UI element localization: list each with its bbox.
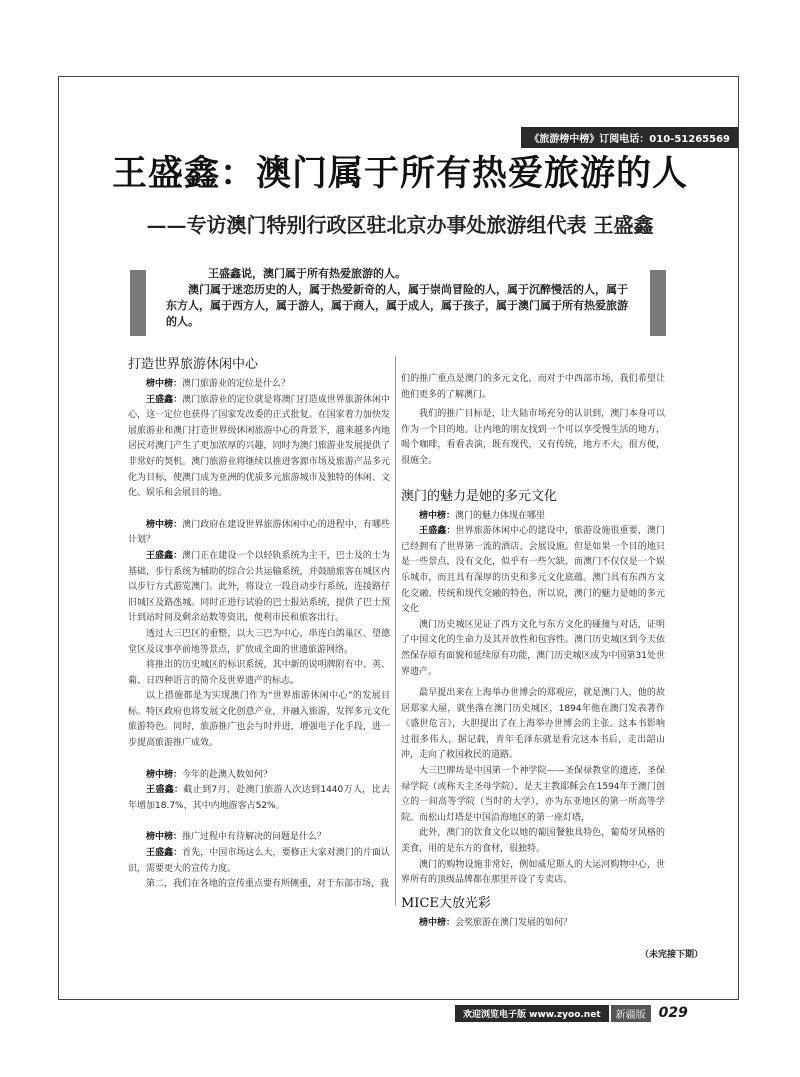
section-heading-1: 打造世界旅游休闲中心 [128,357,259,372]
paragraph: 透过大三巴区的重整，以大三巴为中心，串连白鸽巢区、望德堂区及议事亭前地等景点，扩放成全面的世遗旅游网络。 [128,628,390,655]
paragraph: 将推出的历史城区的标识系统，其中新的说明牌附有中、英、葡、日四种语言的简介及世界遗产的标志。 [128,660,390,686]
answer: 王盛鑫：澳门正在建设一个以轻轨系统为主干，巴士及的士为基础，步行系统为辅助的综合公共运输系统，并鼓励旅客在城区内以步行方式游览澳门。此外，将设立一段自动步行系统，连接路仔旧城区及路氹城。同时正进行试验的巴士报站系统，提供了巴士预计到站时间及剩余站数等资讯，便利市民和旅客出行。 [128,550,390,624]
paragraph: 们的推广重点是澳门的多元文化，而对于中西部市场，我们希望让他们更多的了解澳门。 [401,374,665,400]
lead-paragraph-1: 王盛鑫说，澳门属于所有热爱旅游的人。 [208,267,406,280]
question: 榜中榜：澳门的魅力体现在哪里 [419,510,546,521]
section-heading-2: 澳门的魅力是她的多元文化 [401,488,558,504]
paragraph: 澳门的购物设施非常好，例如威尼斯人的大运河购物中心，世界所有的顶级品牌都在那里开设了专卖店。 [401,859,665,886]
answer: 王盛鑫：截止到7月，赴澳门旅游人次达到1440万人，比去年增加18.7%，其中内地游客占52%。 [128,785,390,811]
footer-ad: 欢迎浏览电子版 www.zyoo.net [455,1005,609,1022]
paragraph: 此外，澳门的饮食文化以她的葡国餐独具特色，葡萄牙风格的美食，用的是东方的食材，很独特。 [401,828,665,855]
question: 榜中榜：推广过程中有待解决的问题是什么？ [146,832,327,843]
lead-bar-left [130,270,146,336]
question: 榜中榜：澳门旅游业的定位是什么？ [146,379,291,389]
subscription-tag: 《旅游榜中榜》订阅电话：010-51265569 [521,127,738,148]
page-number: 029 [658,1005,688,1021]
answer: 王盛鑫：澳门旅游业的定位就是将澳门打造成世界旅游休闲中心，这一定位也获得了国家发改委的正式批复。在国家着力加快发展旅游业和澳门打造世界级休闲旅游中心的背景下，越来越多内地居民对澳门产生了更加浓厚的兴趣，同时为澳门旅游业发展提供了非常好的契机。澳门旅游业将继续以推进客源市场及旅游产品多元化为目标，使澳门成为亚洲的优质多元旅游城市及独特的休闲、文化、娱乐和会展目的地。 [128,394,390,499]
lead-bar-right [650,270,666,336]
left-column [128,356,390,893]
paragraph: 大三巴牌坊是中国第一个神学院——圣保禄教堂的遗迹，圣保禄学院（或称天主圣母学院），是天主教耶稣会在1594年于澳门创立的一间高等学院（当时的大学），亦为东亚地区的第一所高等学院。而松山灯塔是中国沿海地区的第一座灯塔， [401,766,665,823]
question: 榜中榜：会奖旅游在澳门发展的如何？ [419,917,573,928]
paragraph: 我们的推广目标是，让大陆市场充分的认识到，澳门本身可以作为一个目的地。让内地的朋友找到一个可以享受慢生活的地方，喝个咖啡，看看表演，既有现代，又有传统，地方不大，很方便，很施全。 [401,409,665,466]
to-be-continued: （未完接下期） [640,950,704,960]
paragraph: 第二，我们在各地的宣传重点要有所侧重，对于东部市场，我 [146,879,390,890]
lead-box [140,266,660,336]
article-subtitle: ——专访澳门特别行政区驻北京办事处旅游组代表 王盛鑫 [146,213,654,237]
paragraph: 最早提出来在上海举办世博会的郑观应，就是澳门人，他的故居郑家大屋，就坐落在澳门历史城区，1894年他在澳门发表著作《盛世危言》，大胆提出了在上海举办世博会的主张。这本书影响过很多伟人，据记载，青年毛泽东就是看完这本书后，走出韶山冲，走向了救国救民的道路。 [401,688,665,761]
paragraph: 澳门历史城区见证了西方文化与东方文化的碰撞与对话，证明了中国文化的生命力及其开放性和包容性。澳门历史城区到今天依然保存原有面貌和延续原有功能，澳门历史城区成为中国第31处世界遗产。 [401,619,665,677]
right-column [401,372,665,931]
footer [455,1006,688,1020]
question: 榜中榜：澳门政府在建设世界旅游休闲中心的进程中，有哪些计划？ [128,519,390,546]
lead-paragraph-2: 澳门属于迷恋历史的人，属于热爱新奇的人，属于崇尚冒险的人，属于沉醉慢活的人，属于东方人，属于西方人，属于游人，属于商人，属于成人，属于孩子，属于澳门属于所有热爱旅游的人。 [166,283,628,328]
question: 榜中榜：今年的赴澳人数如何？ [146,769,273,780]
section-heading-3: MICE大放光彩 [401,895,491,911]
answer: 王盛鑫：世界旅游休闲中心的建设中，旅游设施很重要，澳门已经拥有了世界第一流的酒店、会展设施。但是如果一个目的地只是一些景点，没有文化，似乎有一些欠缺。而澳门不仅仅是一个娱乐城市，而且具有深厚的历史和多元文化底蕴。澳门具有东西方文化交融、传统和现代交融的特色，所以说，澳门的魅力是她的多元文化 [401,526,665,615]
paragraph: 以上措施都是为实现澳门作为“世界旅游休闲中心”的发展目标。特区政府也将发展文化创意产业，并融入旅游，发挥多元文化旅游特色。同时，旅游推广也会与时并进，增强电子化手段，进一步提高旅游推广成效。 [128,691,390,749]
edition-label: 新疆版 [611,1005,651,1022]
column-divider [395,356,396,906]
answer: 王盛鑫：首先，中国市场这么大，要修正大家对澳门的片面认识，需要更大的宣传力度。 [128,848,390,874]
article-title: 王盛鑫：澳门属于所有热爱旅游的人 [111,154,688,194]
